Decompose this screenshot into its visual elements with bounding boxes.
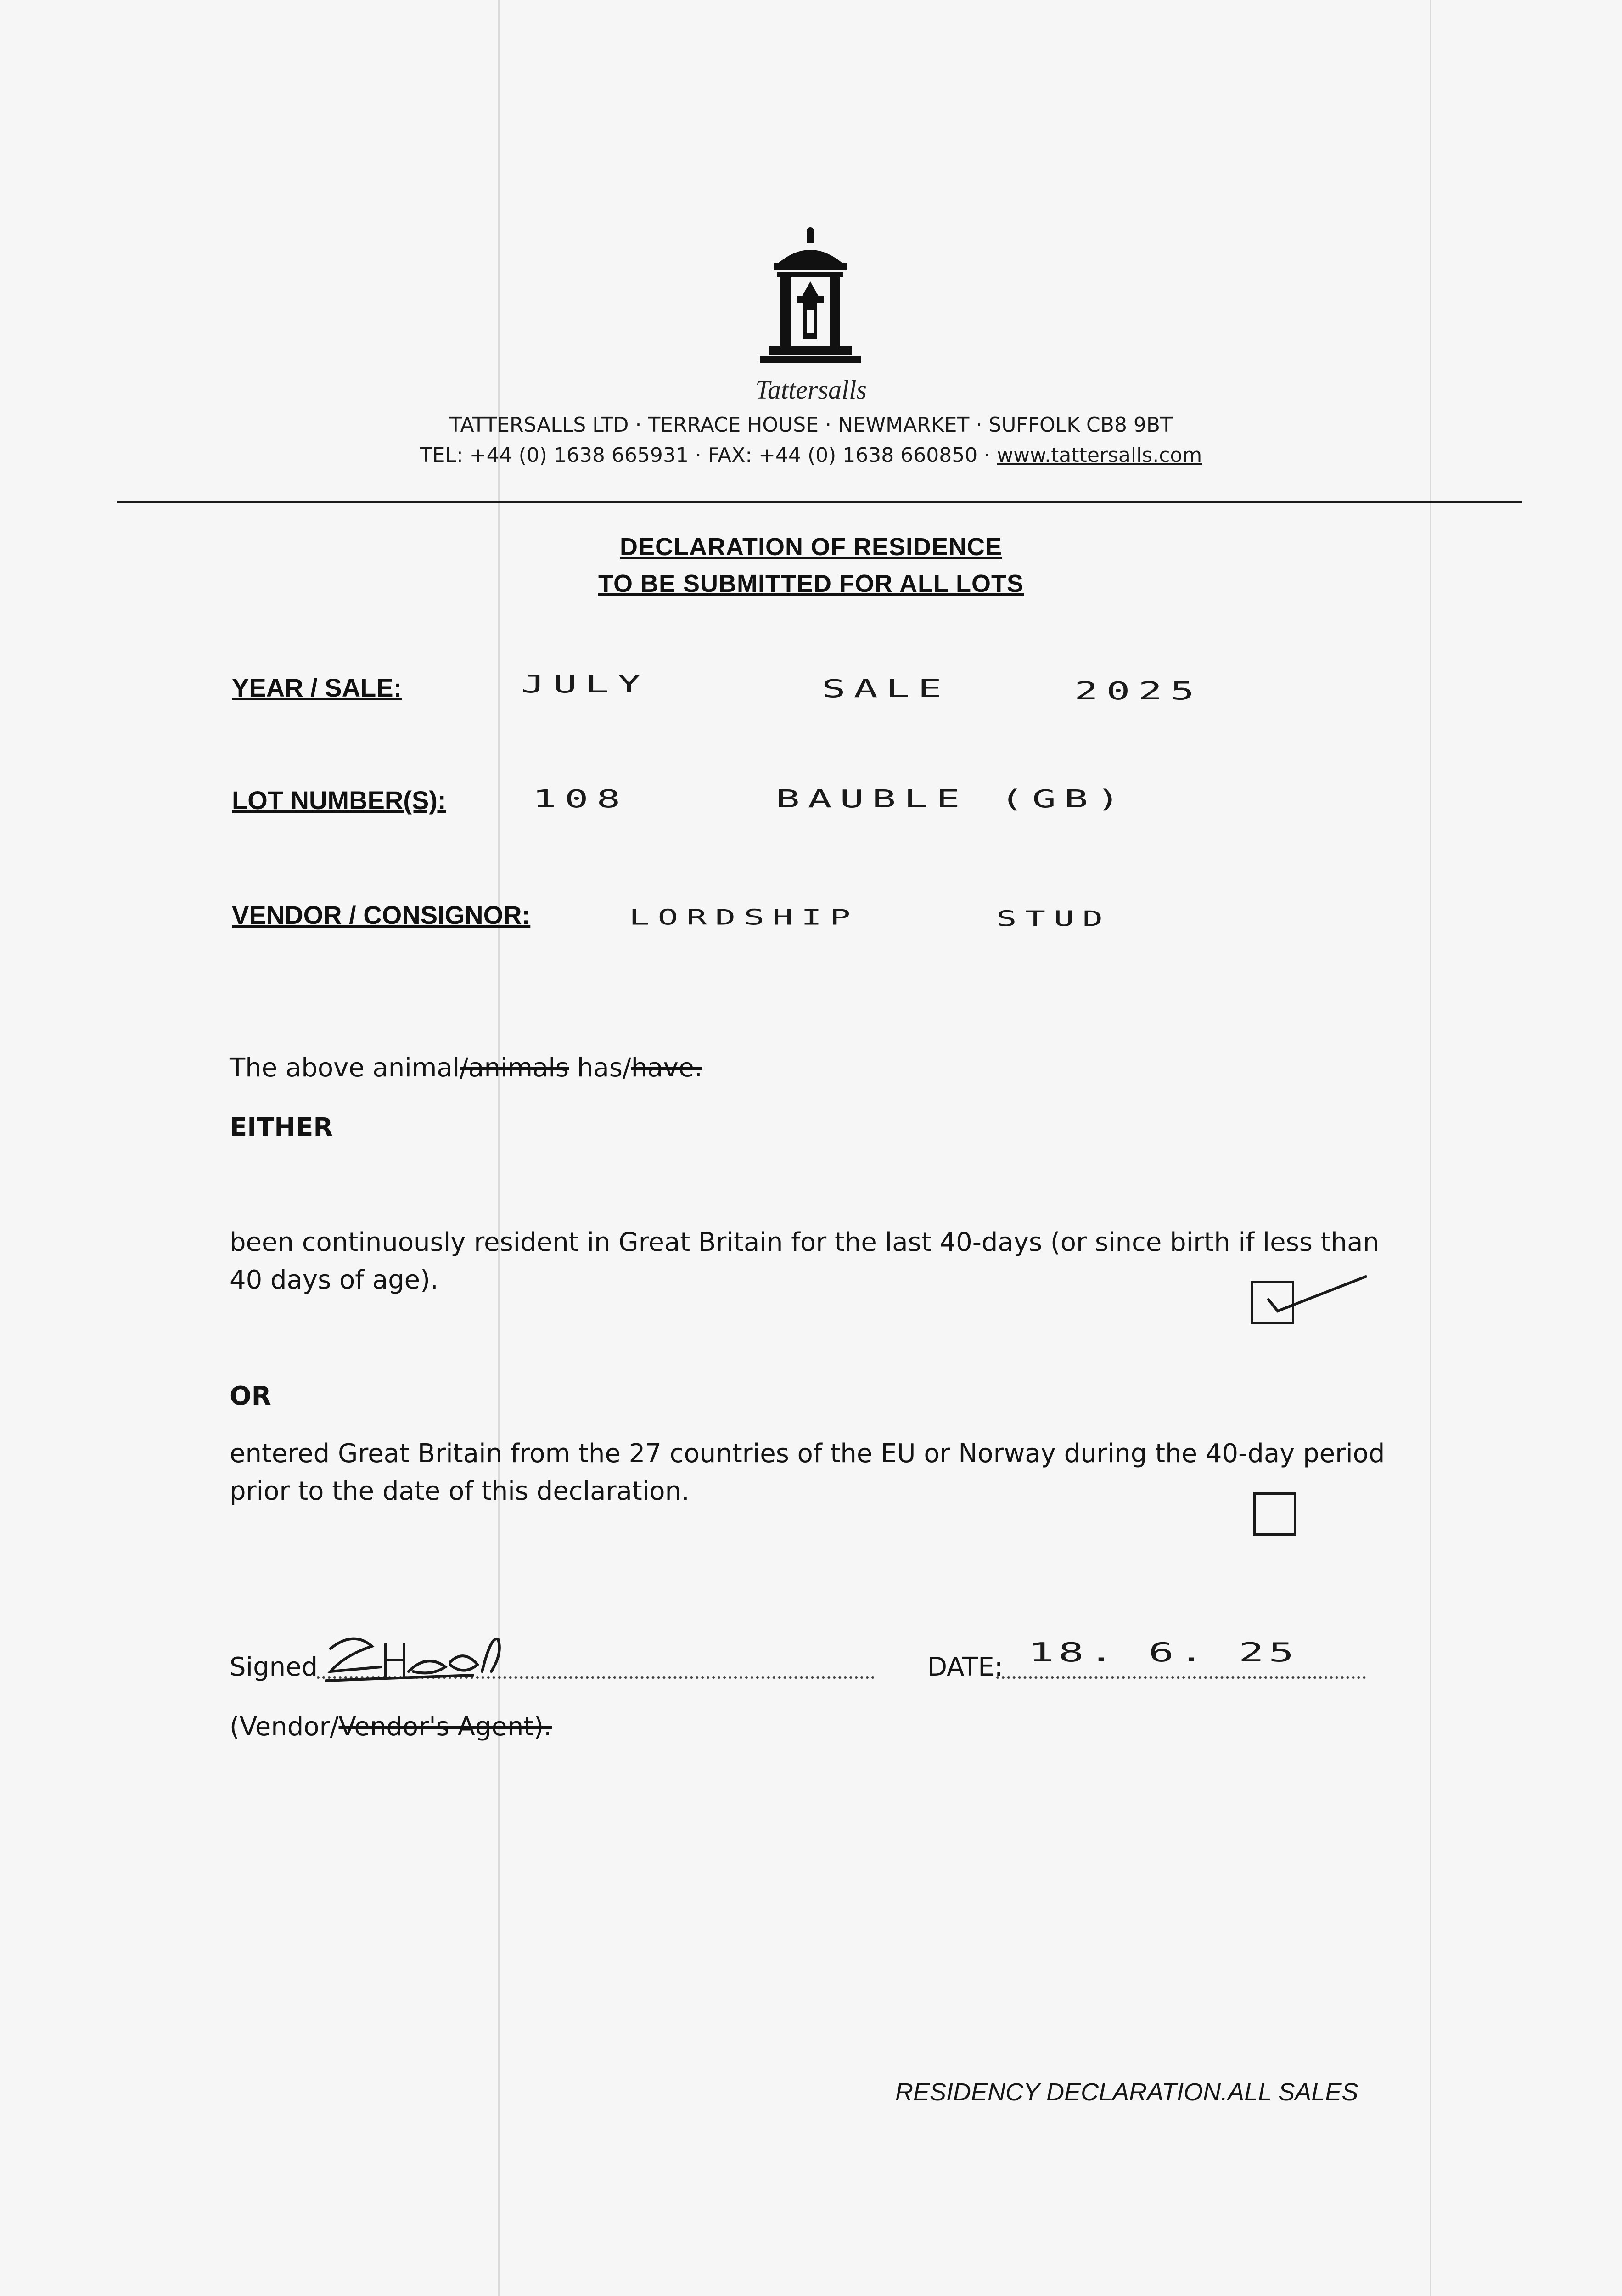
fold-line-left [498, 0, 500, 2296]
footer-reference: RESIDENCY DECLARATION.ALL SALES [895, 2078, 1358, 2106]
date-line [996, 1676, 1366, 1679]
form-title: DECLARATION OF RESIDENCE [619, 533, 1003, 561]
lot-number-label: LOT NUMBER(S): [232, 786, 446, 815]
intro-start: The above animal [230, 1053, 460, 1083]
year-sale-year: 2025 [1074, 677, 1203, 705]
company-address: TATTERSALLS LTD · TERRACE HOUSE · NEWMARKET · SUFFOLK CB8 9BT [449, 413, 1173, 437]
year-sale-label: YEAR / SALE: [232, 673, 402, 702]
year-sale-month: JULY [521, 670, 650, 698]
intro-struck-animals: /animals [460, 1053, 569, 1083]
signature-scrawl-icon [317, 1621, 592, 1690]
lot-horse-name: BAUBLE (GB) [776, 785, 1128, 813]
signed-label: Signed [230, 1652, 318, 1682]
lot-number-value: 108 [533, 785, 629, 813]
contact-line [0, 444, 1622, 467]
date-value: 18. 6. 25 [1028, 1637, 1299, 1668]
intro-struck-have: have. [631, 1053, 702, 1083]
vendor-suffix: STUD [996, 906, 1111, 931]
option2-text: entered Great Britain from the 27 countries of the EU or Norway during the 40-day period prior to the date of this declaration. [230, 1439, 1385, 1506]
declaration-intro [230, 1049, 702, 1087]
intro-mid: has/ [569, 1053, 631, 1083]
signer-role [230, 1708, 552, 1746]
role-struck-agent: Vendor's Agent). [338, 1712, 552, 1742]
website-link[interactable]: www.tattersalls.com [997, 444, 1202, 467]
brand-name: Tattersalls [755, 375, 867, 405]
role-vendor: (Vendor/ [230, 1712, 339, 1742]
option1-text: been continuously resident in Great Britain for the last 40-days (or since birth if less than 40 days of age). [230, 1227, 1379, 1295]
check-mark-icon [1265, 1267, 1370, 1318]
fold-line-right [1430, 0, 1431, 2296]
header-divider [117, 501, 1522, 503]
year-sale-word: SALE [822, 675, 950, 703]
vendor-name: LORDSHIP [629, 905, 859, 930]
or-heading: OR [230, 1381, 271, 1411]
form-subtitle: TO BE SUBMITTED FOR ALL LOTS [598, 570, 1024, 597]
contact-numbers: TEL: +44 (0) 1638 665931 · FAX: +44 (0) 1638 660850 · [420, 444, 997, 467]
date-label: DATE: [927, 1652, 1003, 1682]
either-heading: EITHER [230, 1113, 333, 1142]
option2-checkbox[interactable] [1253, 1492, 1296, 1536]
vendor-label: VENDOR / CONSIGNOR: [232, 900, 531, 929]
tattersalls-logo-icon [760, 227, 861, 374]
